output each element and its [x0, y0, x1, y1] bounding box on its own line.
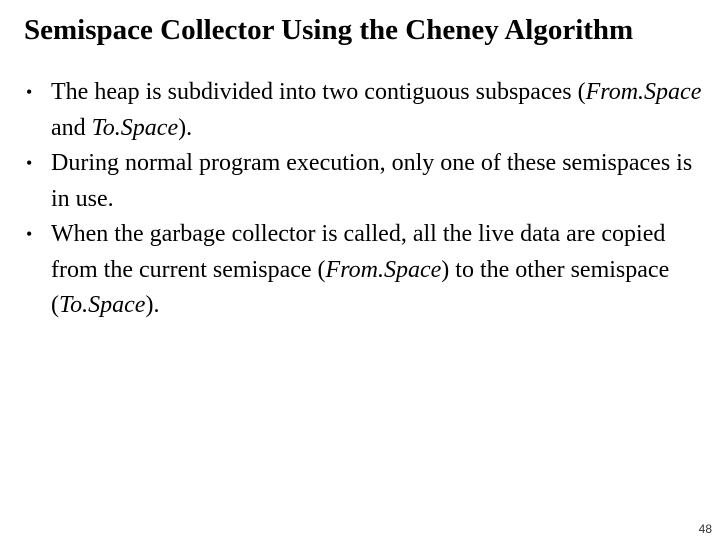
bullet-text-run: and — [51, 114, 92, 141]
bullet-text-italic-run: From.Space — [585, 79, 702, 105]
bullet-marker: • — [26, 82, 33, 102]
bullet-item — [24, 146, 704, 217]
bullet-text-run: When the garbage collector is called, all the live data are copied from the current semispace ( — [51, 221, 666, 283]
bullet-text — [51, 217, 704, 324]
bullet-marker: • — [26, 224, 33, 244]
bullet-text — [51, 75, 704, 146]
bullet-text-italic-run: To.Space — [59, 292, 146, 318]
bullet-item — [24, 75, 704, 146]
bullet-text-italic-run: To.Space — [91, 114, 179, 141]
bullet-marker: • — [26, 153, 33, 173]
bullet-text-run: ) to the other semispace ( — [51, 256, 670, 318]
bullet-text-run: During normal program execution, only one of these semispaces is in use. — [51, 150, 693, 212]
bullet-text-run: The heap is subdivided into two contiguous subspaces ( — [51, 79, 586, 105]
slide-title: Semispace Collector Using the Cheney Algorithm — [24, 14, 634, 46]
bullet-text-run: ). — [145, 292, 160, 318]
bullet-text-italic-run: From.Space — [325, 256, 442, 283]
bullet-text-run: ). — [178, 114, 193, 141]
page-number: 48 — [698, 522, 712, 536]
bullet-item — [24, 217, 704, 324]
bullet-text — [51, 146, 704, 217]
bullet-list — [24, 75, 704, 324]
